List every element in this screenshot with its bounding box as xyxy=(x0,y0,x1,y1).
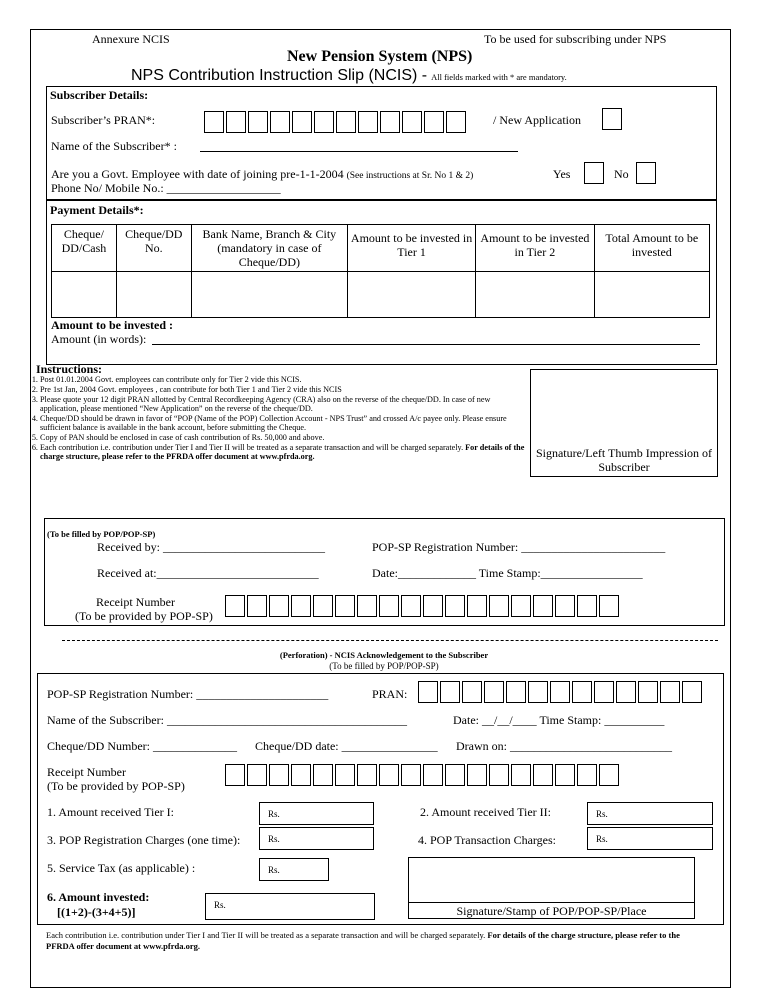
col-cheque-type: Cheque/ DD/Cash xyxy=(52,225,117,272)
instruction-item-6-bold: For details of the charge structure, please refer to the PFRDA offer document at www.pfrda.org. xyxy=(40,442,525,461)
instructions-list xyxy=(28,375,530,462)
ack-item1-input[interactable]: Rs. xyxy=(259,802,374,825)
ack-cheque-date-field[interactable]: Cheque/DD date: ________________ xyxy=(255,739,438,753)
amount-words-input[interactable] xyxy=(152,344,700,345)
col-tier1: Amount to be invested in Tier 1 xyxy=(347,225,475,272)
page-title: New Pension System (NPS) xyxy=(287,48,473,65)
annexure-label: Annexure NCIS xyxy=(92,32,170,46)
amount-invested-label: Amount to be invested : xyxy=(51,318,173,332)
perforation-line xyxy=(62,640,718,641)
cheque-type-cell[interactable] xyxy=(52,272,117,318)
ack-item4-input[interactable]: Rs. xyxy=(587,827,713,850)
instruction-item: 2. Pre 1st Jan, 2004 Govt. employees , can contribute for both Tier 1 and Tier 2 vide this NCIS xyxy=(40,385,530,394)
ack-item1-label: 1. Amount received Tier I: xyxy=(47,805,174,819)
subscriber-heading: Subscriber Details: xyxy=(50,88,149,102)
ack-receipt-number-note: (To be provided by POP-SP) xyxy=(47,779,185,793)
new-application-label: / New Application xyxy=(493,113,581,127)
govt-question-text: Are you a Govt. Employee with date of joining pre-1-1-2004 xyxy=(51,167,344,181)
ack-item6-label: 6. Amount invested: xyxy=(47,890,150,904)
amount-words-label: Amount (in words): xyxy=(51,332,147,346)
col-bank-name: Bank Name, Branch & City (mandatory in case of Cheque/DD) xyxy=(191,225,347,272)
ack-stamp-label: Signature/Stamp of POP/POP-SP/Place xyxy=(456,904,647,918)
ack-item2-input[interactable]: Rs. xyxy=(587,802,713,825)
receipt-number-note: (To be provided by POP-SP) xyxy=(75,609,213,623)
total-cell[interactable] xyxy=(594,272,709,318)
pop-reg-number-field[interactable]: POP-SP Registration Number: ________________________ xyxy=(372,540,666,554)
tier1-cell[interactable] xyxy=(347,272,475,318)
instruction-item-6-text: Each contribution i.e. contribution under Tier I and Tier II will be treated as a separate transaction and will be charged separately. xyxy=(40,442,464,452)
ack-stamp-label-line xyxy=(408,902,695,903)
payment-entry-row[interactable] xyxy=(52,272,710,318)
pran-label: Subscriber’s PRAN*: xyxy=(51,113,156,127)
govt-question-note: (See instructions at Sr. No 1 & 2) xyxy=(346,171,474,181)
payment-table xyxy=(51,224,710,318)
instructions-heading: Instructions: xyxy=(36,362,103,376)
footer-note xyxy=(46,930,706,952)
instruction-item xyxy=(40,443,530,462)
instruction-item: 4. Cheque/DD should be drawn in favor of “POP (Name of the POP) Collection Account - NPS Trust” and crossed A/c payee only. Please ensure sufficient balance is available in the bank account, before submitting the Cheque. xyxy=(40,414,530,433)
pran-input[interactable] xyxy=(204,111,468,133)
ack-item6-formula: [(1+2)-(3+4+5)] xyxy=(57,905,136,919)
page-subtitle xyxy=(131,67,567,85)
phone-field[interactable]: Phone No/ Mobile No.: ___________________ xyxy=(51,181,281,195)
ack-name-field[interactable]: Name of the Subscriber: ________________________________________ xyxy=(47,713,407,727)
bank-name-cell[interactable] xyxy=(191,272,347,318)
received-by-field[interactable]: Received by: ___________________________ xyxy=(97,540,325,554)
ack-pran-input[interactable] xyxy=(418,681,704,703)
ack-item3-input[interactable]: Rs. xyxy=(259,827,374,850)
yes-checkbox[interactable] xyxy=(584,162,604,184)
signature-label: Signature/Left Thumb Impression of Subscriber xyxy=(535,446,713,474)
ack-item4-label: 4. POP Transaction Charges: xyxy=(418,833,557,847)
cheque-no-cell[interactable] xyxy=(116,272,191,318)
ack-item6-input[interactable]: Rs. xyxy=(205,893,375,920)
ack-receipt-number-label: Receipt Number xyxy=(47,765,126,779)
name-input[interactable] xyxy=(200,151,518,152)
ack-item5-input[interactable]: Rs. xyxy=(259,858,329,881)
receipt-number-label: Receipt Number xyxy=(96,595,175,609)
yes-label: Yes xyxy=(553,167,571,181)
perforation-title: (Perforation) - NCIS Acknowledgement to the Subscriber xyxy=(279,650,489,660)
ack-cheque-number-field[interactable]: Cheque/DD Number: ______________ xyxy=(47,739,237,753)
name-label: Name of the Subscriber* : xyxy=(51,139,177,153)
ack-pran-label: PRAN: xyxy=(372,687,408,701)
mandatory-note: All fields marked with * are mandatory. xyxy=(431,72,567,82)
pop-date-time-field[interactable]: Date:_____________ Time Stamp:_________________ xyxy=(372,566,643,580)
no-checkbox[interactable] xyxy=(636,162,656,184)
tier2-cell[interactable] xyxy=(476,272,594,318)
usage-label: To be used for subscribing under NPS xyxy=(484,32,667,46)
receipt-number-input[interactable] xyxy=(225,595,621,617)
col-total: Total Amount to be invested xyxy=(594,225,709,272)
ack-date-time-field[interactable]: Date: __/__/____ Time Stamp: __________ xyxy=(453,713,665,727)
ack-reg-number-field[interactable]: POP-SP Registration Number: ______________________ xyxy=(47,687,329,701)
ack-receipt-number-input[interactable] xyxy=(225,764,621,786)
pop-filled-by: (To be filled by POP/POP-SP) xyxy=(47,529,156,539)
payment-header-row xyxy=(52,225,710,272)
payment-heading: Payment Details*: xyxy=(50,203,144,217)
col-tier2: Amount to be invested in Tier 2 xyxy=(476,225,594,272)
received-at-field[interactable]: Received at:___________________________ xyxy=(97,566,319,580)
new-application-checkbox[interactable] xyxy=(602,108,622,130)
instruction-item: 1. Post 01.01.2004 Govt. employees can contribute only for Tier 2 vide this NCIS. xyxy=(40,375,530,384)
ack-item5-label: 5. Service Tax (as applicable) : xyxy=(47,861,196,875)
ack-drawn-on-field[interactable]: Drawn on: ___________________________ xyxy=(456,739,672,753)
col-cheque-no: Cheque/DD No. xyxy=(116,225,191,272)
perforation-subtitle: (To be filled by POP/POP-SP) xyxy=(329,661,439,671)
ack-item2-label: 2. Amount received Tier II: xyxy=(420,805,551,819)
ack-item3-label: 3. POP Registration Charges (one time): xyxy=(47,833,241,847)
no-label: No xyxy=(614,167,629,181)
instruction-item: 3. Please quote your 12 digit PRAN allotted by Central Recordkeeping Agency (CRA) also on the reverse of the cheque/DD. In case of new application, please mentioned “New Application” on the reverse of the cheque/DD. xyxy=(40,395,530,414)
footer-bold: For details of the charge structure, please refer to the PFRDA offer document at www.pfrda.org. xyxy=(46,930,680,951)
subtitle-text: NPS Contribution Instruction Slip (NCIS) - xyxy=(131,67,428,84)
footer-text: Each contribution i.e. contribution under Tier I and Tier II will be treated as a separate transaction and will be charged separately. xyxy=(46,930,486,940)
instruction-item: 5. Copy of PAN should be enclosed in case of cash contribution of Rs. 50,000 and above. xyxy=(40,433,530,442)
